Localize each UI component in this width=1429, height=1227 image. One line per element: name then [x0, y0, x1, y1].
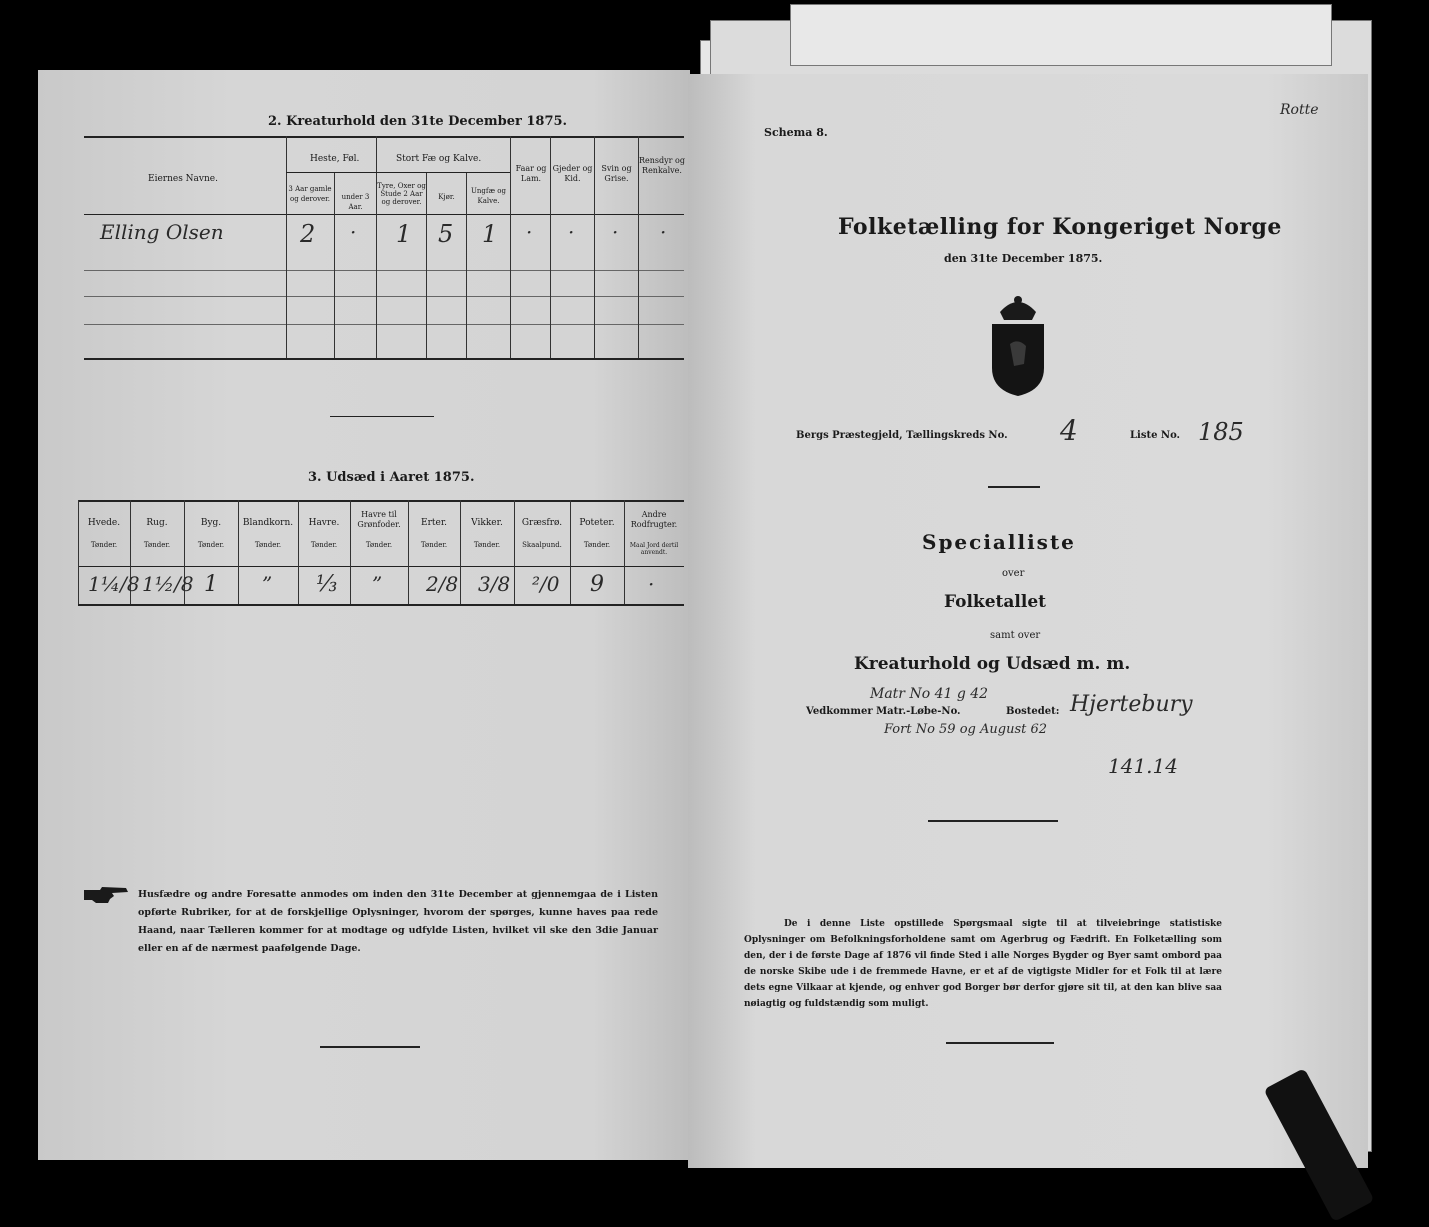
left-page: [38, 70, 690, 1160]
seed-header: Havre.: [308, 518, 340, 528]
divider: [320, 1046, 420, 1048]
seed-unit: Tønder.: [254, 541, 282, 549]
bosted-value: Hjertebury: [1070, 692, 1193, 717]
coat-of-arms-icon: [986, 294, 1050, 402]
seed-unit: Tønder.: [583, 541, 611, 549]
back-sheet-top: [790, 4, 1332, 66]
livestock-value: 5: [438, 220, 454, 248]
over-label: over: [1002, 568, 1025, 579]
schema-label: Schema 8.: [764, 126, 828, 139]
divider: [928, 820, 1058, 822]
liste-no: 185: [1198, 418, 1244, 446]
page-number: 141.14: [1108, 754, 1178, 778]
seed-unit: Tønder.: [473, 541, 501, 549]
seed-value: ”: [372, 572, 383, 596]
folketallet-heading: Folketallet: [944, 592, 1046, 612]
livestock-value: ·: [350, 220, 357, 244]
seed-unit: Tønder.: [143, 541, 171, 549]
kjor-header: Kjør.: [438, 193, 455, 201]
footer-text: De i denne Liste opstillede Spørgsmaal sigte til at tilveiebringe statistiske Oplysninger om Befolkningsforholdene samt om Agerbrug og Fædrift. En Folketælling som den, der i de første Dage af 1876 vil finde Sted i alle Norges Bygder og Byer samt ombord paa de norske Skibe ude i de fremmede Havne, er et af de vigtigste Midler for et Folk til at lære dets egne Vilkaar at kjende, og enhver god Borger bør derfor gjøre sit til, at den kan blive saa nøiagtig og fuldstændig som muligt.: [744, 919, 1222, 1009]
corner-note: Rotte: [1280, 102, 1319, 118]
seed-value: ⅓: [316, 572, 338, 597]
livestock-value: ·: [612, 220, 619, 244]
seed-unit: Tønder.: [197, 541, 225, 549]
liste-label: Liste No.: [1130, 430, 1181, 441]
specialliste-heading: Specialliste: [922, 530, 1076, 554]
matr-label: Vedkommer Matr.-Løbe-No.: [806, 706, 961, 717]
livestock-value: 1: [482, 220, 498, 248]
seed-header: Vikker.: [471, 518, 503, 528]
main-subtitle: den 31te December 1875.: [944, 252, 1103, 265]
samt-over-label: samt over: [990, 630, 1041, 641]
divider: [988, 486, 1040, 488]
district-line: Bergs Præstegjeld, Tællingskreds No.: [796, 430, 1008, 441]
seed-header: Poteter.: [579, 518, 615, 528]
seed-unit: Maal Jord dertil anvendt.: [629, 542, 679, 556]
seed-header: Rug.: [146, 518, 168, 528]
seed-unit: Tønder.: [420, 541, 448, 549]
section2-title: 2. Kreaturhold den 31te December 1875.: [268, 114, 568, 129]
seed-value: 1¼/8: [88, 572, 140, 596]
seed-unit: Tønder.: [310, 541, 338, 549]
main-title: Folketælling for Kongeriget Norge: [838, 214, 1282, 240]
heste-header: Heste, Føl.: [310, 154, 360, 164]
faar-header: Faar og Lam.: [515, 164, 547, 183]
seed-header: Havre til Grønfoder.: [357, 510, 401, 529]
seed-header: Erter.: [421, 518, 447, 528]
seed-value: 9: [590, 572, 604, 597]
gjeder-header: Gjeder og Kid.: [552, 164, 593, 183]
seed-header: Andre Rodfrugter.: [630, 510, 678, 529]
owner-name: Elling Olsen: [100, 220, 224, 244]
matr-note: Fort No 59 og August 62: [884, 722, 1048, 737]
heste-3aar-header: 3 Aar gamle og derover.: [288, 185, 332, 203]
seed-unit: Tønder.: [90, 541, 118, 549]
livestock-value: 1: [396, 220, 412, 248]
livestock-value: ·: [568, 220, 575, 244]
section3-title: 3. Udsæd i Aaret 1875.: [308, 470, 475, 485]
bosted-label: Bostedet:: [1006, 706, 1060, 717]
stort-fae-header: Stort Fæ og Kalve.: [396, 154, 482, 164]
district-no: 4: [1060, 414, 1078, 447]
seed-value: 3/8: [478, 572, 511, 596]
livestock-value: 2: [300, 220, 316, 248]
rensdyr-header: Rensdyr og Renkalve.: [639, 156, 685, 175]
tyre-header: Tyre, Oxer og Stude 2 Aar og derover.: [377, 182, 426, 206]
livestock-value: ·: [526, 220, 533, 244]
seed-value: 2/8: [426, 572, 459, 596]
seed-value: ”: [262, 572, 273, 596]
matr-value: Matr No 41 g 42: [870, 686, 989, 702]
divider: [330, 416, 434, 417]
kreaturhold-heading: Kreaturhold og Udsæd m. m.: [854, 654, 1131, 674]
seed-unit: Tønder.: [365, 541, 393, 549]
seed-header: Græsfrø.: [521, 518, 563, 528]
ungfae-header: Ungfæ og Kalve.: [471, 187, 506, 205]
right-page: [688, 74, 1368, 1168]
seed-header: Byg.: [200, 518, 222, 528]
seed-value: ·: [648, 572, 655, 596]
seed-value: 1½/8: [142, 572, 194, 596]
seed-header: Hvede.: [87, 518, 121, 528]
seed-unit: Skaalpund.: [522, 541, 562, 549]
livestock-value: ·: [660, 220, 667, 244]
divider: [946, 1042, 1054, 1044]
seed-value: 1: [204, 572, 218, 597]
heste-under-header: under 3 Aar.: [341, 193, 370, 211]
pointing-hand-icon: [82, 884, 130, 910]
notice-text: Husfædre og andre Foresatte anmodes om inden den 31te December at gjennemgaa de i Listen opførte Rubriker, for at de forskjellige Oplysninger, hvorom der spørges, kunne haves paa rede Haand, naar Tælleren kommer for at modtage og udfylde Listen, hvilket vil ske den 3die Januar eller en af de nærmest paafølgende Dage.: [138, 889, 658, 954]
seed-value: ²/0: [532, 572, 560, 596]
seed-header: Blandkorn.: [242, 518, 294, 528]
svin-header: Svin og Grise.: [601, 164, 632, 183]
owner-header: Eiernes Navne.: [148, 174, 218, 184]
